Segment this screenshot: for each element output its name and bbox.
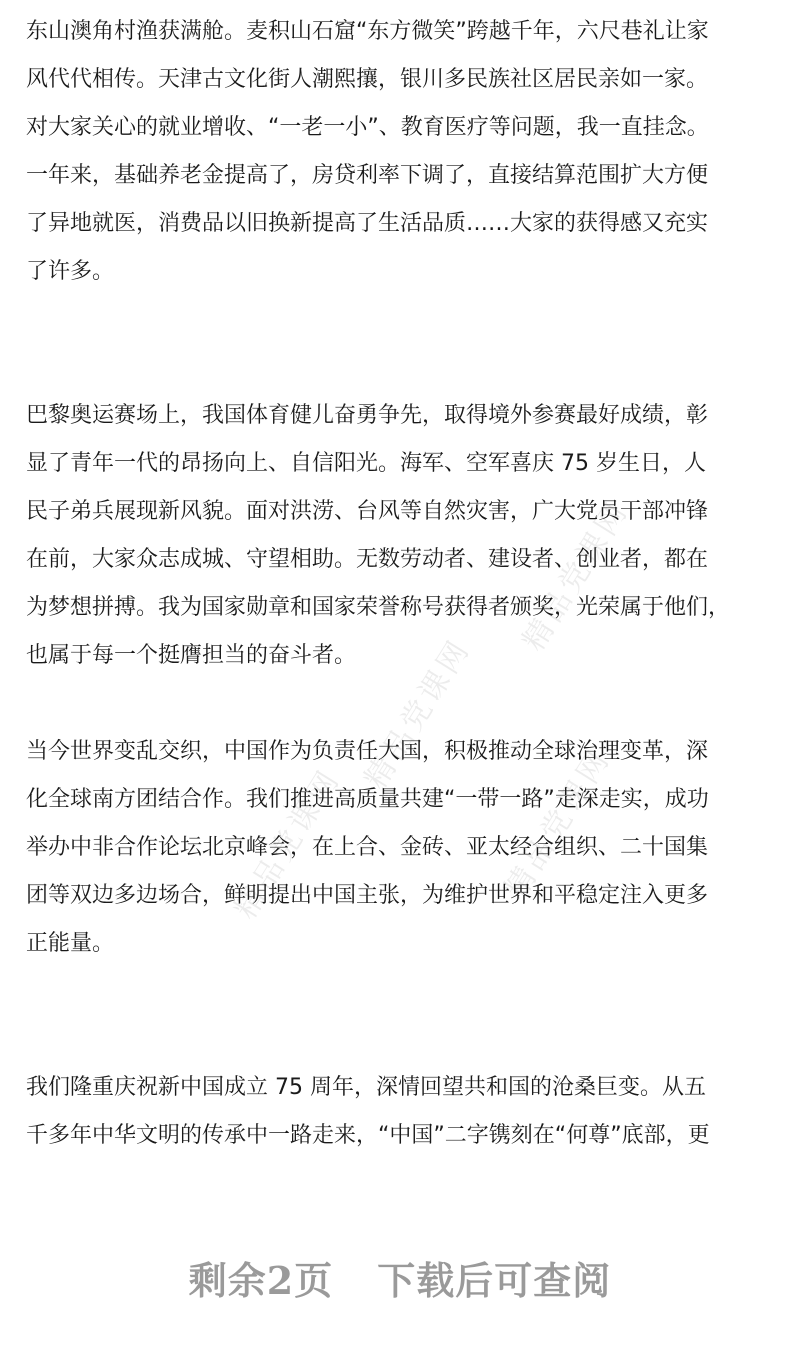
text-line: 团等双边多边场合，鲜明提出中国主张，为维护世界和平稳定注入更多 (26, 883, 709, 908)
text-line: 风代代相传。天津古文化街人潮熙攘，银川多民族社区居民亲如一家。 (26, 67, 709, 92)
paragraph-3 (26, 728, 709, 968)
text-line: 东山澳角村渔获满舱。麦积山石窟“东方微笑”跨越千年，六尺巷礼让家 (26, 19, 709, 44)
paragraph-4 (26, 1064, 710, 1160)
text-line: 化全球南方团结合作。我们推进高质量共建“一带一路”走深走实，成功 (26, 787, 709, 812)
text-line: 对大家关心的就业增收、“一老一小”、教育医疗等问题，我一直挂念。 (26, 115, 709, 140)
text-line: 千多年中华文明的传承中一路走来，“中国”二字镌刻在“何尊”底部，更 (26, 1123, 710, 1148)
paragraph-1 (26, 8, 709, 296)
text-line: 民子弟兵展现新风貌。面对洪涝、台风等自然灾害，广大党员干部冲锋 (26, 499, 709, 524)
text-line: 举办中非合作论坛北京峰会，在上合、金砖、亚太经合组织、二十国集 (26, 835, 709, 860)
download-to-view-label: 下载后可查阅 (377, 1258, 612, 1303)
text-line: 为梦想拼搏。我为国家勋章和国家荣誉称号获得者颁奖，光荣属于他们， (26, 595, 731, 620)
text-line: 了异地就医，消费品以旧换新提高了生活品质……大家的获得感又充实 (26, 211, 709, 236)
text-line: 我们隆重庆祝新中国成立 75 周年，深情回望共和国的沧桑巨变。从五 (26, 1075, 706, 1100)
remaining-pages-label: 剩余2页 (188, 1258, 334, 1303)
download-prompt-banner[interactable] (0, 1250, 800, 1305)
watermark-text: 精品党课网 (516, 494, 636, 658)
watermark-text: 精品党课网 (228, 762, 348, 926)
watermark-text: 精品党课网 (498, 742, 618, 906)
paragraph-2 (26, 392, 730, 680)
text-line: 显了青年一代的昂扬向上、自信阳光。海军、空军喜庆 75 岁生日，人 (26, 451, 706, 476)
text-line: 一年来，基础养老金提高了，房贷利率下调了，直接结算范围扩大方便 (26, 163, 709, 188)
text-line: 在前，大家众志成城、守望相助。无数劳动者、建设者、创业者，都在 (26, 547, 709, 572)
text-line: 了许多。 (26, 259, 115, 284)
text-line: 巴黎奥运赛场上，我国体育健儿奋勇争先，取得境外参赛最好成绩，彰 (26, 403, 709, 428)
watermark-text: 精品党课网 (358, 632, 478, 796)
text-line: 当今世界变乱交织，中国作为负责任大国，积极推动全球治理变革，深 (26, 739, 709, 764)
text-line: 也属于每一个挺膺担当的奋斗者。 (26, 643, 357, 668)
text-line: 正能量。 (26, 931, 115, 956)
